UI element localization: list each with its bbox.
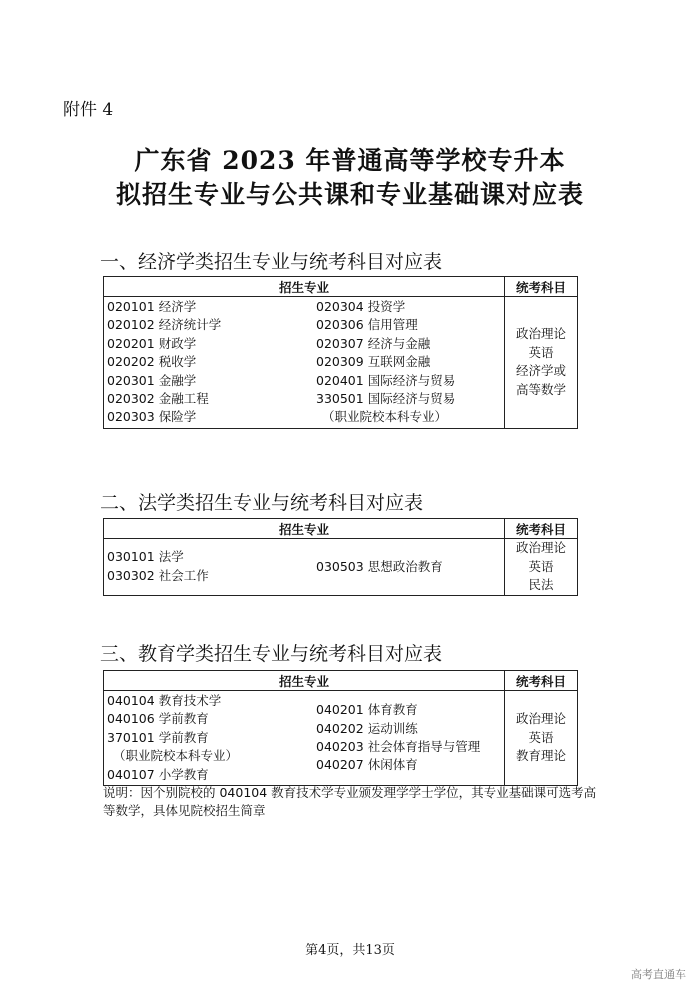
major-item: 020201 财政学 — [107, 335, 197, 351]
subject-item: 政治理论 — [515, 326, 566, 342]
majors-right-column — [313, 691, 505, 786]
major-item: 040107 小学教育 — [107, 766, 209, 782]
document-title-line1: 广东省 2023 年普通高等学校专升本 — [134, 146, 566, 175]
major-item: 040106 学前教育 — [107, 711, 209, 727]
major-item: 030503 思想政治教育 — [316, 558, 443, 574]
major-item: 030101 法学 — [107, 549, 184, 565]
subjects-cell — [505, 539, 578, 596]
page-number: 第4页，共13页 — [305, 943, 395, 958]
majors-header: 招生专业 — [104, 671, 505, 691]
major-item: 020202 税收学 — [107, 354, 197, 370]
major-item: 020302 金融工程 — [107, 391, 209, 407]
attachment-label: 附件 4 — [63, 100, 114, 120]
major-item: （职业院校本科专业） — [322, 409, 448, 425]
majors-right-column — [313, 297, 505, 429]
education-table — [103, 670, 578, 786]
subjects-header: 统考科目 — [505, 671, 578, 691]
major-item: 020101 经济学 — [107, 299, 197, 314]
economics-table — [103, 276, 578, 429]
major-item: 040201 体育教育 — [316, 702, 418, 718]
major-item: 040104 教育技术学 — [107, 693, 222, 708]
major-item: 020304 投资学 — [316, 299, 406, 314]
subject-item: 经济学或 — [515, 363, 566, 379]
majors-left-column — [104, 297, 314, 429]
major-item: 040202 运动训练 — [316, 720, 418, 736]
section3-heading: 三、教育学类招生专业与统考科目对应表 — [100, 643, 443, 665]
section1-heading: 一、经济学类招生专业与统考科目对应表 — [100, 251, 443, 273]
major-item: 370101 学前教育 — [107, 729, 209, 745]
subjects-cell — [505, 691, 578, 786]
subject-item: 民法 — [528, 577, 554, 592]
subject-item: 教育理论 — [515, 748, 566, 764]
major-item: （职业院校本科专业） — [113, 748, 239, 764]
major-item: 030302 社会工作 — [107, 567, 209, 583]
major-item: 020309 互联网金融 — [316, 354, 431, 370]
major-item: 040203 社会体育指导与管理 — [316, 739, 481, 755]
explanatory-note: 说明：因个别院校的 040104 教育技术学专业颁发理学学士学位，其专业基础课可选考高等数学，具体见院校招生简章 — [103, 785, 597, 818]
subjects-header: 统考科目 — [505, 277, 578, 297]
subject-item: 政治理论 — [515, 540, 566, 555]
subject-item: 政治理论 — [515, 711, 566, 727]
subjects-header: 统考科目 — [505, 519, 578, 539]
major-item: 020303 保险学 — [107, 409, 197, 425]
majors-left-column — [104, 539, 314, 596]
subject-item: 高等数学 — [515, 381, 566, 397]
section2-heading: 二、法学类招生专业与统考科目对应表 — [100, 492, 424, 514]
law-table — [103, 518, 578, 596]
major-item: 020307 经济与金融 — [316, 335, 431, 351]
subject-item: 英语 — [528, 729, 554, 745]
major-item: 040207 休闲体育 — [316, 757, 418, 773]
majors-header: 招生专业 — [104, 519, 505, 539]
major-item: 020401 国际经济与贸易 — [316, 372, 456, 388]
major-item: 020301 金融学 — [107, 372, 197, 388]
major-item: 330501 国际经济与贸易 — [316, 391, 456, 407]
document-title-line2: 拟招生专业与公共课和专业基础课对应表 — [115, 180, 584, 209]
majors-header: 招生专业 — [104, 277, 505, 297]
major-item: 020102 经济统计学 — [107, 317, 222, 333]
majors-right-column — [313, 539, 505, 596]
subject-item: 英语 — [528, 558, 554, 574]
subject-item: 英语 — [528, 344, 554, 360]
watermark: 高考直通车 — [631, 968, 686, 981]
subjects-cell — [505, 297, 578, 429]
major-item: 020306 信用管理 — [316, 317, 418, 333]
majors-left-column — [104, 691, 314, 786]
